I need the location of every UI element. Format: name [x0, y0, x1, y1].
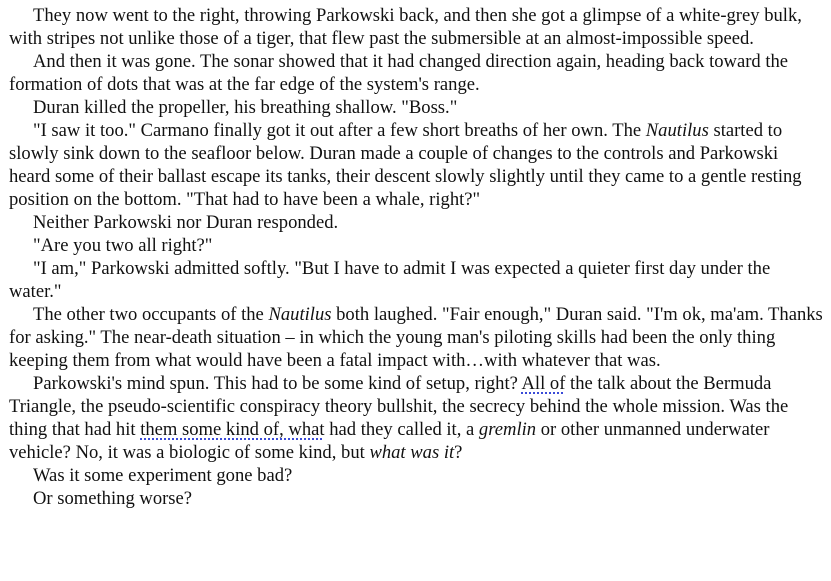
- paragraph-3: [9, 96, 823, 119]
- text-run: ?: [454, 442, 463, 463]
- text-run: The other two occupants of the: [33, 304, 269, 325]
- paragraph-9: [9, 372, 823, 464]
- italic-ship-name: Nautilus: [645, 120, 709, 141]
- italic-gremlin: gremlin: [478, 419, 537, 440]
- grammar-flag-them-some-kind-of[interactable]: them some kind of, what: [140, 419, 325, 440]
- paragraph-6: [9, 234, 823, 257]
- text-run: both laughed. "Fair enough," Duran said. "I'm ok, ma'am. Thanks for asking." The near-death situation – in which the young man's piloting skills had been the only thing keeping them from what would have been a fatal impact with…with whatever that was.: [9, 304, 823, 371]
- text-run: And then it was gone. The sonar showed that it had changed direction again, heading back toward the formation of dots that was at the far edge of the system's range.: [9, 51, 789, 95]
- text-run: Parkowski's mind spun. This had to be some kind of setup, right?: [33, 373, 522, 394]
- text-run: or other unmanned underwater vehicle? No, it was a biologic of some kind, but: [9, 419, 770, 463]
- paragraph-10: [9, 464, 823, 487]
- text-run: "Are you two all right?": [33, 235, 213, 256]
- italic-what-was-it: what was it: [369, 442, 455, 463]
- paragraph-5: [9, 211, 823, 234]
- paragraph-11: [9, 487, 823, 510]
- text-run: the talk about the Bermuda Triangle, the pseudo-scientific conspiracy theory bullshit, the secrecy behind the whole mission. Was the thing that had hit: [9, 373, 789, 440]
- text-run: "I saw it too." Carmano finally got it out after a few short breaths of her own. The: [33, 120, 646, 141]
- grammar-flag-all-of[interactable]: All of: [521, 373, 566, 394]
- text-run: had they called it, a: [324, 419, 479, 440]
- text-run: "I am," Parkowski admitted softly. "But I have to admit I was expected a quieter first day under the water.": [9, 258, 771, 302]
- italic-ship-name: Nautilus: [268, 304, 332, 325]
- text-run: started to slowly sink down to the seafloor below. Duran made a couple of changes to the controls and Parkowski heard some of their ballast escape its tanks, their descent slowly slightly until they came to a gentle resting position on the bottom. "That had to have been a whale, right?": [9, 120, 802, 210]
- text-run: They now went to the right, throwing Parkowski back, and then she got a glimpse of a white-grey bulk, with stripes not unlike those of a tiger, that flew past the submersible at an almost-impossible speed.: [9, 5, 802, 49]
- paragraph-2: [9, 50, 823, 96]
- paragraph-7: [9, 257, 823, 303]
- text-run: Neither Parkowski nor Duran responded.: [33, 212, 339, 233]
- paragraph-1: [9, 4, 823, 50]
- text-run: Or something worse?: [33, 488, 193, 509]
- text-run: Was it some experiment gone bad?: [33, 465, 293, 486]
- paragraph-4: [9, 119, 823, 211]
- paragraph-8: [9, 303, 823, 372]
- text-run: Duran killed the propeller, his breathing shallow. "Boss.": [33, 97, 458, 118]
